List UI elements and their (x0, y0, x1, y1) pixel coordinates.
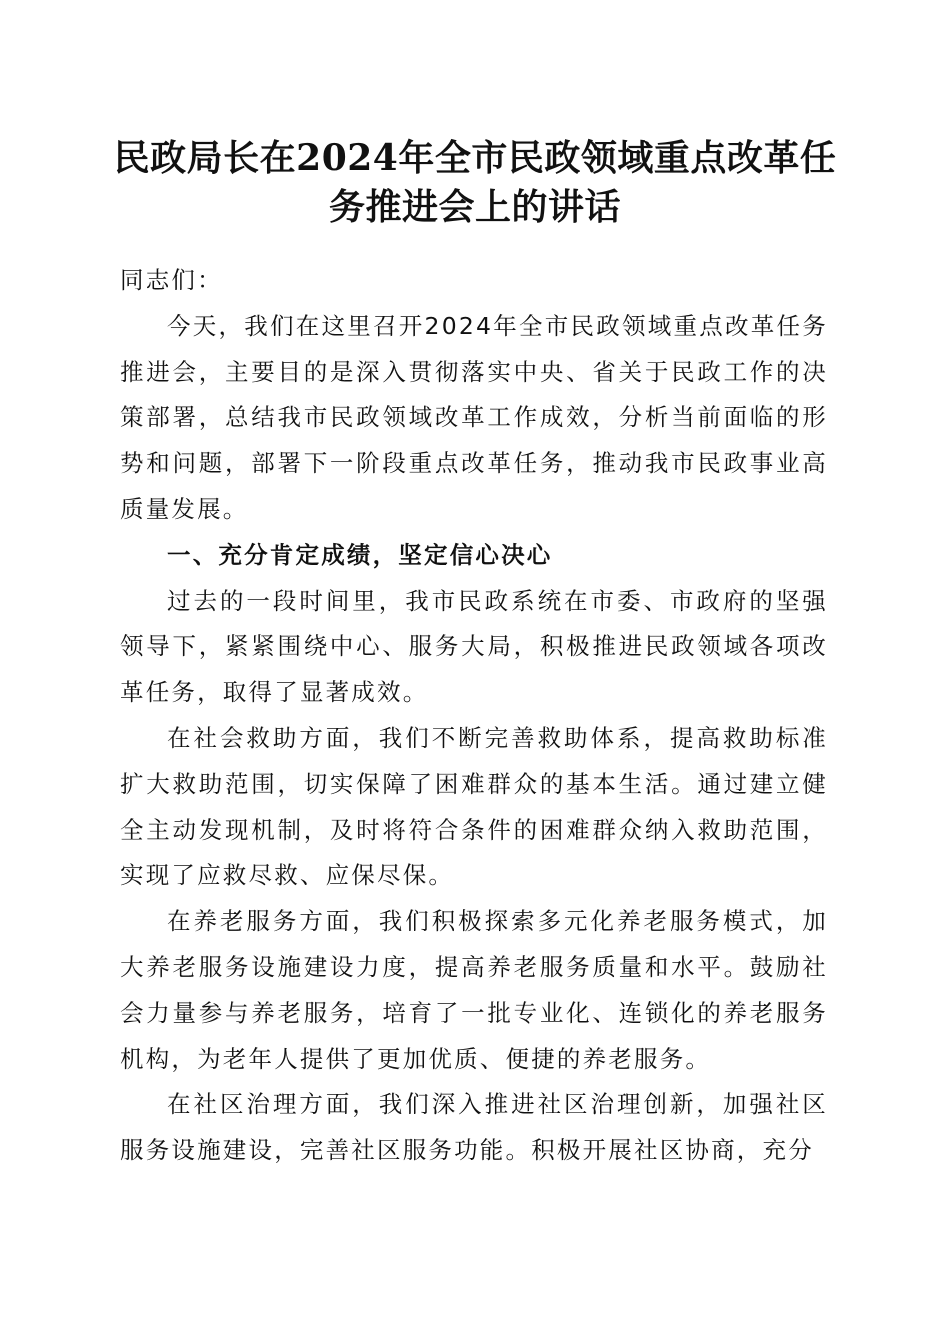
paragraph-achievements: 过去的一段时间里，我市民政系统在市委、市政府的坚强领导下，紧紧围绕中心、服务大局，积极推进民政领域各项改革任务，取得了显著成效。 (120, 586, 828, 707)
title-line-2: 务推进会上的讲话 (328, 186, 621, 228)
title-line-1: 民政局长在2024年全市民政领域重点改革任 (113, 137, 837, 179)
paragraph-elderly-care: 在养老服务方面，我们积极探索多元化养老服务模式，加大养老服务设施建设力度，提高养老服务质量和水平。鼓励社会力量参与养老服务，培育了一批专业化、连锁化的养老服务机构，为老年人提供了更加优质、便捷的养老服务。 (120, 907, 828, 1073)
section-heading-1: 一、充分肯定成绩，坚定信心决心 (167, 540, 553, 569)
salutation: 同志们： (120, 266, 223, 294)
paragraph-intro: 今天，我们在这里召开2024年全市民政领域重点改革任务推进会，主要目的是深入贯彻落实中央、省关于民政工作的决策部署，总结我市民政领域改革工作成效，分析当前面临的形势和问题，部署下一阶段重点改革任务，推动我市民政事业高质量发展。 (120, 311, 828, 523)
speech-title (100, 134, 850, 232)
paragraph-social-assistance: 在社会救助方面，我们不断完善救助体系，提高救助标准扩大救助范围，切实保障了困难群众的基本生活。通过建立健全主动发现机制，及时将符合条件的困难群众纳入救助范围，实现了应救尽救、应保尽保。 (120, 723, 828, 890)
speech-body (120, 258, 828, 1174)
paragraph-community-governance: 在社区治理方面，我们深入推进社区治理创新，加强社区服务设施建设，完善社区服务功能。积极开展社区协商，充分 (120, 1090, 828, 1165)
